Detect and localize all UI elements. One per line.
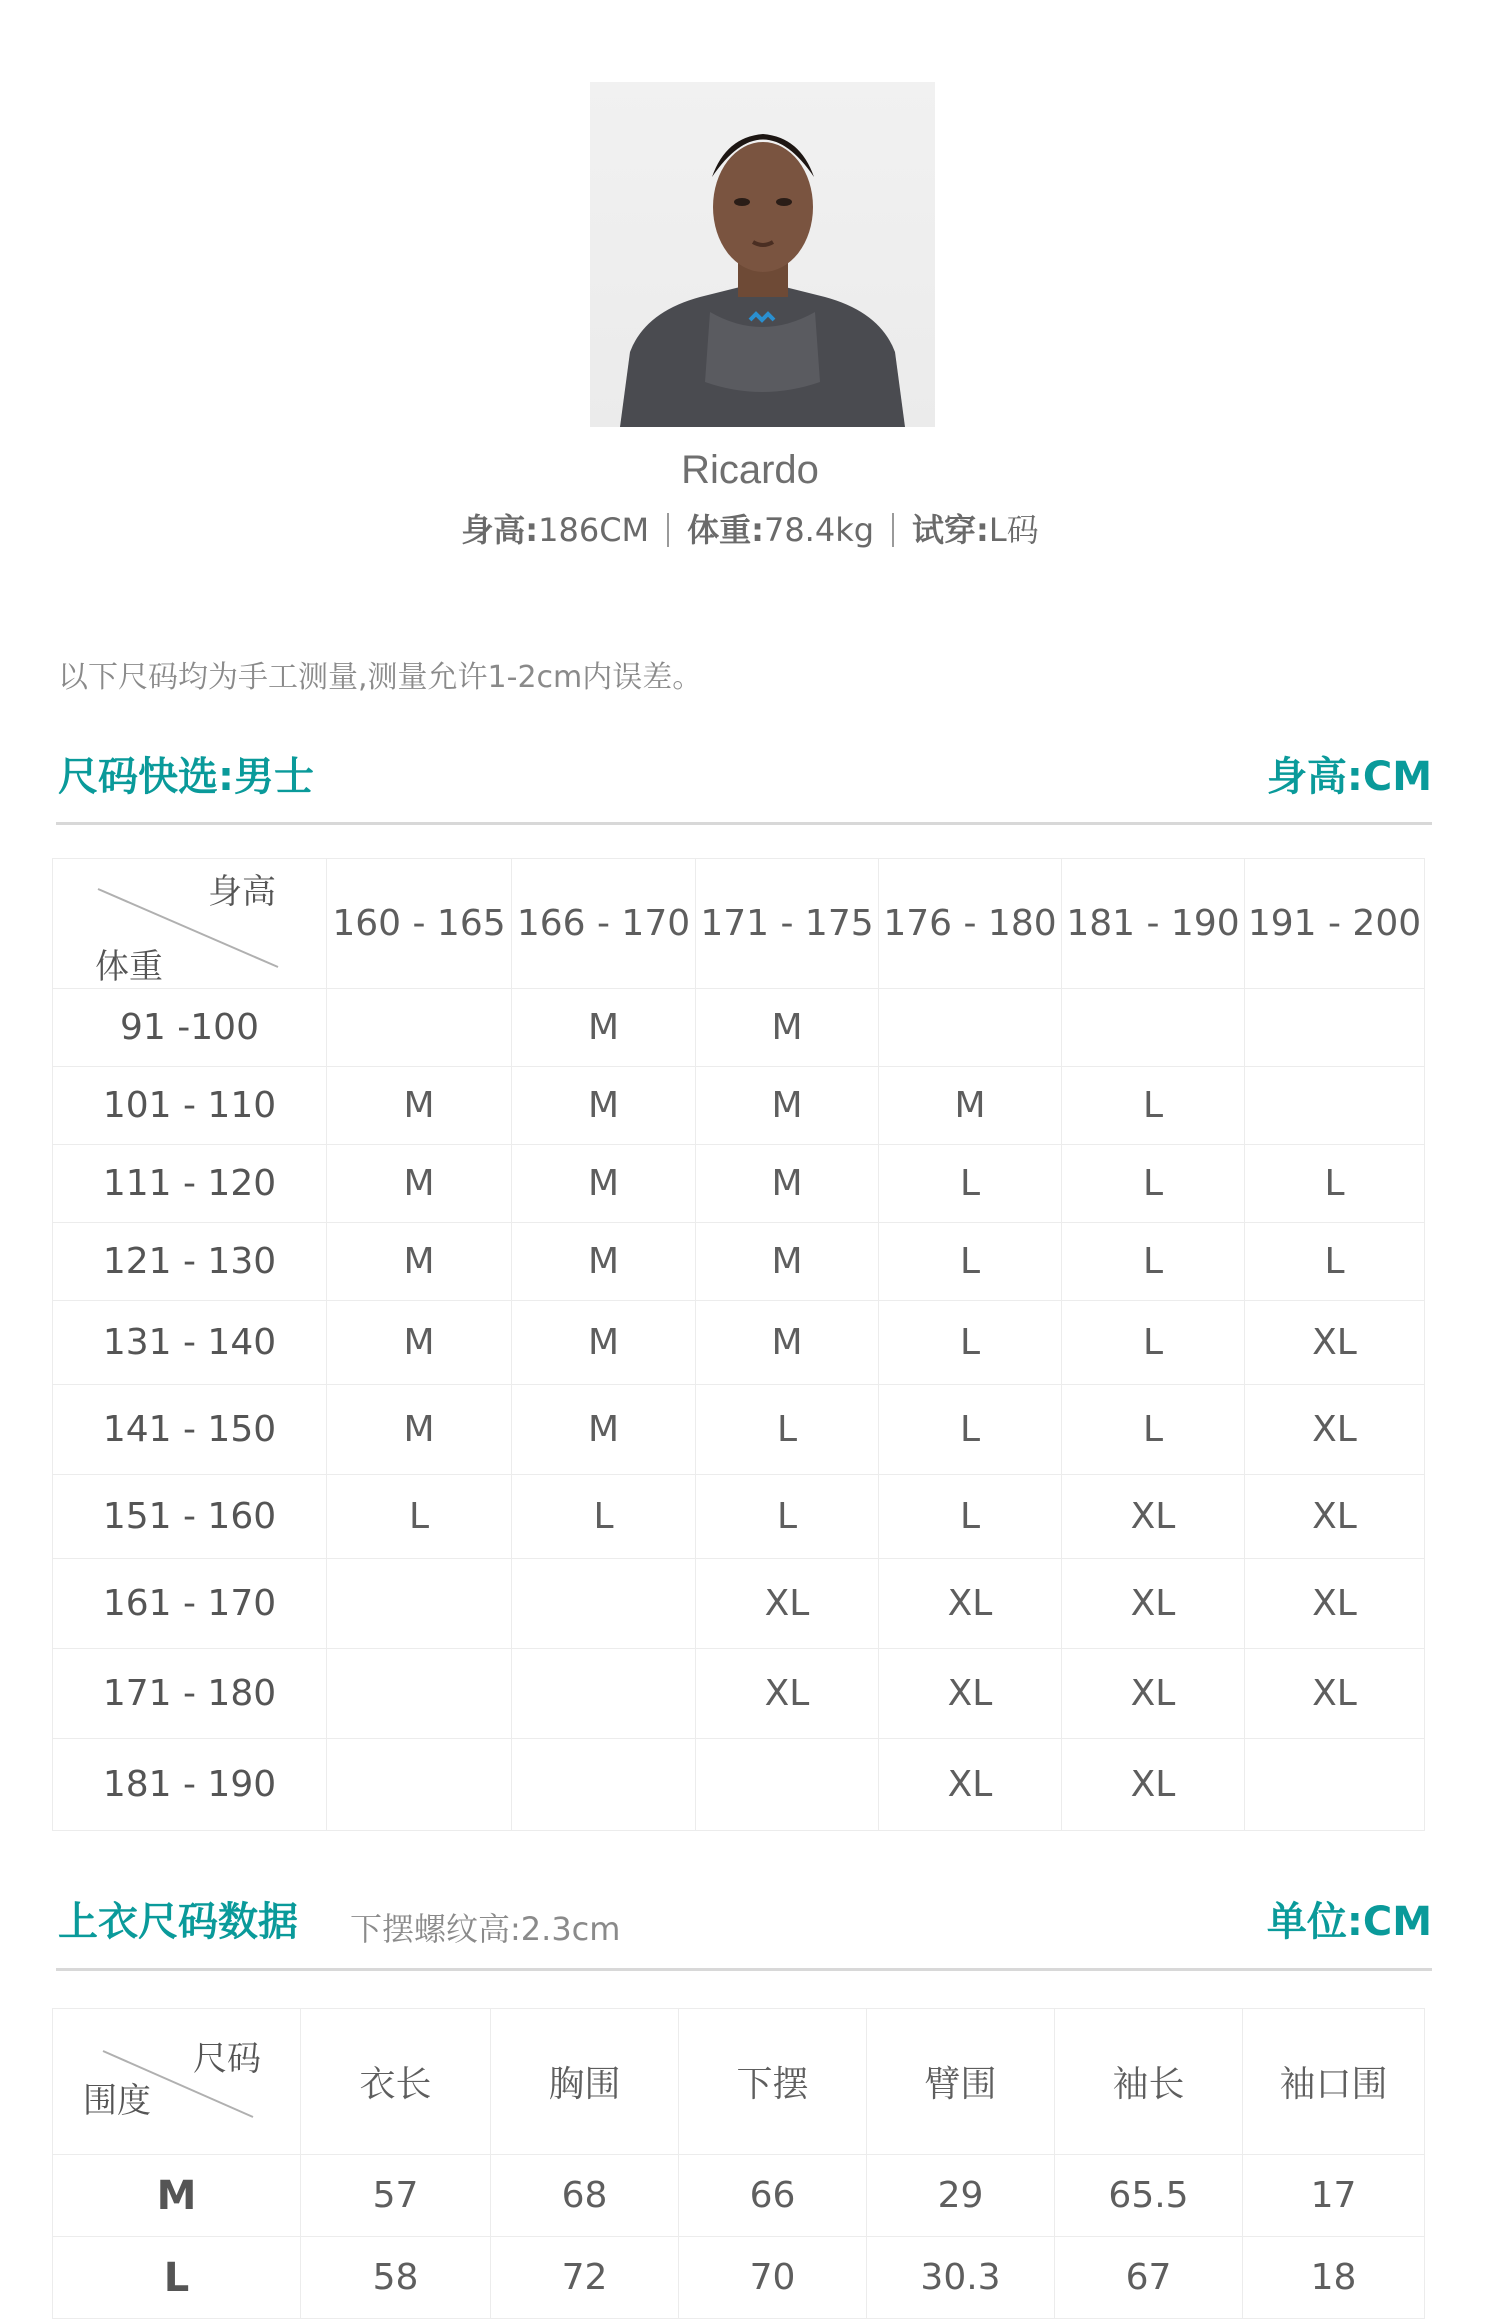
section-divider: [56, 1968, 1432, 1971]
column-header: 160 - 165: [327, 859, 512, 989]
fit-value: L码: [988, 511, 1039, 549]
table-cell: XL: [879, 1649, 1062, 1739]
table-cell: M: [512, 989, 696, 1067]
table-cell: XL: [1245, 1385, 1425, 1475]
column-header: 臂围: [867, 2009, 1055, 2155]
table-cell: M: [512, 1223, 696, 1301]
corner-label-height: 身高: [208, 872, 276, 912]
diagonal-header-cell: [53, 2009, 301, 2155]
row-header: 131 - 140: [53, 1301, 327, 1385]
table-row: [53, 1649, 1425, 1739]
table-cell: L: [1245, 1145, 1425, 1223]
weight-label: 体重:: [687, 511, 764, 549]
table-cell: L: [696, 1385, 879, 1475]
table-cell: [696, 1739, 879, 1831]
table-cell: XL: [1245, 1301, 1425, 1385]
table-cell: L: [1062, 1301, 1245, 1385]
row-header: 101 - 110: [53, 1067, 327, 1145]
table-cell: [1245, 1067, 1425, 1145]
column-header: 191 - 200: [1245, 859, 1425, 989]
section-divider: [56, 822, 1432, 825]
table-cell: M: [512, 1301, 696, 1385]
table-cell: [1062, 989, 1245, 1067]
row-header: 171 - 180: [53, 1649, 327, 1739]
row-header: 111 - 120: [53, 1145, 327, 1223]
table-cell: M: [512, 1145, 696, 1223]
fit-label: 试穿:: [912, 511, 989, 549]
table-cell: 68: [491, 2155, 679, 2237]
size-label: L: [53, 2237, 301, 2319]
table-cell: 58: [301, 2237, 491, 2319]
table-row: [53, 1223, 1425, 1301]
table-cell: [879, 989, 1062, 1067]
table-cell: M: [327, 1223, 512, 1301]
corner-label-size: 尺码: [193, 2039, 261, 2079]
column-header: 袖长: [1055, 2009, 1243, 2155]
table-cell: XL: [696, 1559, 879, 1649]
size-label: M: [53, 2155, 301, 2237]
table-cell: XL: [879, 1739, 1062, 1831]
table-cell: L: [1062, 1223, 1245, 1301]
table-cell: XL: [879, 1559, 1062, 1649]
column-header: 胸围: [491, 2009, 679, 2155]
table-cell: L: [696, 1475, 879, 1559]
table-cell: 30.3: [867, 2237, 1055, 2319]
table-cell: M: [327, 1385, 512, 1475]
table-cell: M: [696, 1301, 879, 1385]
table-row: [53, 1385, 1425, 1475]
table-cell: 65.5: [1055, 2155, 1243, 2237]
quick-select-unit: 身高:CM: [1266, 754, 1432, 800]
table-cell: 70: [679, 2237, 867, 2319]
table-row: [53, 1559, 1425, 1649]
quick-select-title: 尺码快选:男士: [58, 754, 314, 800]
table-cell: M: [327, 1301, 512, 1385]
table-cell: L: [512, 1475, 696, 1559]
table-cell: [512, 1739, 696, 1831]
table-cell: L: [1062, 1385, 1245, 1475]
row-header: 151 - 160: [53, 1475, 327, 1559]
table-row: [53, 989, 1425, 1067]
column-header: 袖口围: [1243, 2009, 1425, 2155]
table-cell: 57: [301, 2155, 491, 2237]
table-cell: M: [327, 1067, 512, 1145]
row-header: 141 - 150: [53, 1385, 327, 1475]
row-header: 181 - 190: [53, 1739, 327, 1831]
top-data-title: 上衣尺码数据: [58, 1899, 298, 1945]
table-cell: XL: [1062, 1649, 1245, 1739]
size-quick-select-table: [52, 858, 1425, 1831]
table-cell: L: [879, 1301, 1062, 1385]
table-cell: XL: [696, 1649, 879, 1739]
table-cell: L: [879, 1223, 1062, 1301]
table-cell: M: [327, 1145, 512, 1223]
column-header: 下摆: [679, 2009, 867, 2155]
table-cell: M: [512, 1067, 696, 1145]
table-row: [53, 1067, 1425, 1145]
table-cell: M: [879, 1067, 1062, 1145]
model-stats: [0, 505, 1500, 551]
table-cell: [1245, 1739, 1425, 1831]
table-row: [53, 1301, 1425, 1385]
table-cell: 17: [1243, 2155, 1425, 2237]
model-photo: [590, 82, 935, 427]
table-cell: XL: [1245, 1559, 1425, 1649]
top-data-subtitle: 下摆螺纹高:2.3cm: [350, 1910, 621, 1948]
column-header: 181 - 190: [1062, 859, 1245, 989]
table-cell: 29: [867, 2155, 1055, 2237]
table-cell: [512, 1649, 696, 1739]
table-row: [53, 2155, 1425, 2237]
table-cell: [327, 1649, 512, 1739]
divider: [892, 513, 894, 547]
row-header: 121 - 130: [53, 1223, 327, 1301]
table-cell: L: [879, 1145, 1062, 1223]
model-name: Ricardo: [681, 448, 819, 492]
table-row: [53, 1739, 1425, 1831]
row-header: 161 - 170: [53, 1559, 327, 1649]
table-cell: M: [696, 1223, 879, 1301]
table-cell: [1245, 989, 1425, 1067]
table-cell: M: [512, 1385, 696, 1475]
table-header-row: [53, 2009, 1425, 2155]
table-header-row: [53, 859, 1425, 989]
weight-value: 78.4kg: [763, 511, 875, 549]
table-cell: M: [696, 1067, 879, 1145]
column-header: 衣长: [301, 2009, 491, 2155]
corner-label-measure: 围度: [83, 2081, 151, 2121]
column-header: 166 - 170: [512, 859, 696, 989]
table-cell: XL: [1062, 1475, 1245, 1559]
table-cell: [512, 1559, 696, 1649]
table-cell: XL: [1245, 1649, 1425, 1739]
row-header: 91 -100: [53, 989, 327, 1067]
table-cell: L: [1062, 1067, 1245, 1145]
height-value: 186CM: [538, 511, 650, 549]
table-cell: 66: [679, 2155, 867, 2237]
garment-measurement-table: [52, 2008, 1425, 2319]
divider: [667, 513, 669, 547]
table-cell: [327, 989, 512, 1067]
table-cell: XL: [1062, 1559, 1245, 1649]
top-data-unit: 单位:CM: [1266, 1899, 1432, 1945]
table-cell: 18: [1243, 2237, 1425, 2319]
table-cell: M: [696, 1145, 879, 1223]
table-cell: [327, 1739, 512, 1831]
table-cell: L: [879, 1475, 1062, 1559]
table-cell: XL: [1062, 1739, 1245, 1831]
table-row: [53, 2237, 1425, 2319]
table-cell: M: [696, 989, 879, 1067]
table-cell: L: [1062, 1145, 1245, 1223]
table-cell: XL: [1245, 1475, 1425, 1559]
table-cell: 72: [491, 2237, 679, 2319]
table-cell: L: [1245, 1223, 1425, 1301]
corner-label-weight: 体重: [95, 947, 163, 987]
column-header: 171 - 175: [696, 859, 879, 989]
table-row: [53, 1475, 1425, 1559]
table-cell: [327, 1559, 512, 1649]
table-cell: L: [879, 1385, 1062, 1475]
height-label: 身高:: [461, 511, 539, 549]
diagonal-header-cell: [53, 859, 327, 989]
table-cell: 67: [1055, 2237, 1243, 2319]
column-header: 176 - 180: [879, 859, 1062, 989]
table-row: [53, 1145, 1425, 1223]
table-cell: L: [327, 1475, 512, 1559]
measurement-note: 以下尺码均为手工测量,测量允许1-2cm内误差。: [58, 660, 703, 695]
